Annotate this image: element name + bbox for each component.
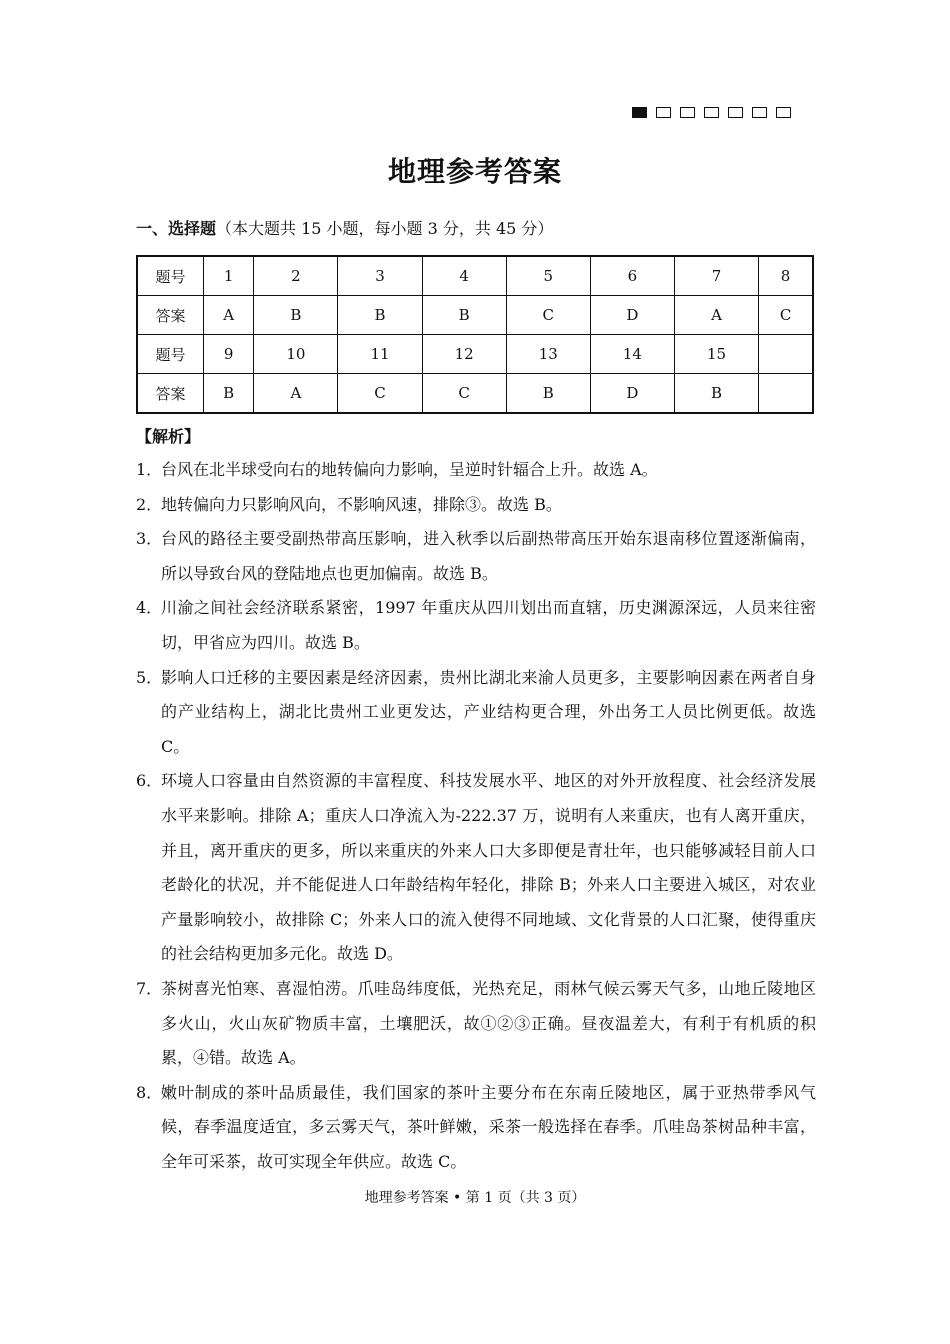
analysis-item-number: 2． xyxy=(136,494,163,514)
table-cell: 7 xyxy=(674,256,758,296)
table-cell: 8 xyxy=(759,256,813,296)
analysis-item xyxy=(136,453,816,488)
table-cell: 9 xyxy=(204,335,254,374)
analysis-item-number: 4． xyxy=(136,598,163,618)
analysis-item-text: 影响人口迁移的主要因素是经济因素，贵州比湖北来渝人员更多，主要影响因素在两者自身的产业结构上，湖北比贵州工业更发达，产业结构更合理，外出务工人员比例更低。故选 C。 xyxy=(161,667,816,756)
page-progress-squares xyxy=(632,107,791,118)
analysis-item-number: 8． xyxy=(136,1082,163,1102)
table-cell xyxy=(759,335,813,374)
analysis-heading: 【解析】 xyxy=(136,427,201,446)
table-cell: B xyxy=(338,296,422,335)
table-cell: C xyxy=(338,374,422,414)
table-row xyxy=(137,374,813,414)
table-row-label: 题号 xyxy=(137,256,204,296)
table-cell: 4 xyxy=(422,256,506,296)
table-cell: B xyxy=(254,296,338,335)
analysis-item-text: 台风在北半球受向右的地转偏向力影响，呈逆时针辐合上升。故选 A。 xyxy=(161,460,658,479)
analysis-item xyxy=(136,591,816,660)
table-cell: A xyxy=(254,374,338,414)
analysis-item xyxy=(136,522,816,591)
table-cell: 5 xyxy=(506,256,590,296)
table-cell: 12 xyxy=(422,335,506,374)
table-cell: D xyxy=(590,296,674,335)
progress-square xyxy=(680,107,695,118)
analysis-item-text: 台风的路径主要受副热带高压影响，进入秋季以后副热带高压开始东退南移位置逐渐偏南，所以导致台风的登陆地点也更加偏南。故选 B。 xyxy=(161,529,816,583)
table-cell: 6 xyxy=(590,256,674,296)
table-cell: 15 xyxy=(674,335,758,374)
table-cell: A xyxy=(674,296,758,335)
analysis-item-number: 3． xyxy=(136,529,163,549)
progress-square xyxy=(704,107,719,118)
table-cell: 10 xyxy=(254,335,338,374)
progress-square xyxy=(752,107,767,118)
table-cell: C xyxy=(506,296,590,335)
table-cell: A xyxy=(204,296,254,335)
table-cell: 14 xyxy=(590,335,674,374)
analysis-item xyxy=(136,1076,816,1180)
analysis-item-number: 6． xyxy=(136,771,163,791)
analysis-item-number: 1． xyxy=(136,460,163,479)
table-cell: 11 xyxy=(338,335,422,374)
table-cell: 2 xyxy=(254,256,338,296)
table-cell: 3 xyxy=(338,256,422,296)
section-heading-note: （本大题共 15 小题，每小题 3 分，共 45 分） xyxy=(216,219,554,238)
page-title: 地理参考答案 xyxy=(387,155,562,188)
answer-table xyxy=(136,255,814,414)
analysis-item-text: 环境人口容量由自然资源的丰富程度、科技发展水平、地区的对外开放程度、社会经济发展水平来影响。排除 A；重庆人口净流入为-222.37 万，说明有人来重庆，也有人离开重庆，并且，离开重庆的更多，所以来重庆的外来人口大多即便是青壮年，也只能够减轻目前人口老龄化的状况，并不能促进人口年龄结构年轻化，排除 B；外来人口主要进入城区，对农业产量影响较小，故排除 C；外来人口的流入使得不同地域、文化背景的人口汇聚，使得重庆的社会结构更加多元化。故选 D。 xyxy=(161,771,816,964)
analysis-item-number: 7． xyxy=(136,978,163,998)
analysis-list xyxy=(136,453,816,1179)
analysis-item-text: 茶树喜光怕寒、喜湿怕涝。爪哇岛纬度低，光热充足，雨林气候云雾天气多，山地丘陵地区多火山，火山灰矿物质丰富，土壤肥沃，故①②③正确。昼夜温差大，有利于有机质的积累，④错。故选 A。 xyxy=(161,978,816,1068)
table-cell: B xyxy=(506,374,590,414)
section-heading xyxy=(136,216,553,239)
table-cell: B xyxy=(674,374,758,414)
progress-square xyxy=(632,107,647,118)
section-heading-label: 一、选择题 xyxy=(136,219,217,238)
progress-square xyxy=(776,107,791,118)
analysis-item-text: 嫩叶制成的茶叶品质最佳，我们国家的茶叶主要分布在东南丘陵地区，属于亚热带季风气候，春季温度适宜，多云雾天气，茶叶鲜嫩，采茶一般选择在春季。爪哇岛茶树品种丰富，全年可采茶，故可实现全年供应。故选 C。 xyxy=(161,1082,816,1171)
table-row xyxy=(137,256,813,296)
table-cell xyxy=(759,374,813,414)
table-cell: D xyxy=(590,374,674,414)
analysis-item-text: 川渝之间社会经济联系紧密，1997 年重庆从四川划出而直辖，历史渊源深远，人员来往密切，甲省应为四川。故选 B。 xyxy=(161,598,816,652)
analysis-item xyxy=(136,764,816,972)
table-row-label: 答案 xyxy=(137,374,204,414)
analysis-item-text: 地转偏向力只影响风向，不影响风速，排除③。故选 B。 xyxy=(161,494,562,514)
table-cell: B xyxy=(422,296,506,335)
page-footer: 地理参考答案 • 第 1 页（共 3 页） xyxy=(364,1190,586,1206)
table-row-label: 答案 xyxy=(137,296,204,335)
analysis-item xyxy=(136,661,816,765)
table-cell: B xyxy=(204,374,254,414)
analysis-item xyxy=(136,972,816,1076)
table-cell: 13 xyxy=(506,335,590,374)
table-row xyxy=(137,296,813,335)
table-row xyxy=(137,335,813,374)
table-cell: C xyxy=(759,296,813,335)
progress-square xyxy=(656,107,671,118)
progress-square xyxy=(728,107,743,118)
table-cell: C xyxy=(422,374,506,414)
analysis-item xyxy=(136,488,816,523)
table-cell: 1 xyxy=(204,256,254,296)
analysis-item-number: 5． xyxy=(136,667,163,687)
table-row-label: 题号 xyxy=(137,335,204,374)
